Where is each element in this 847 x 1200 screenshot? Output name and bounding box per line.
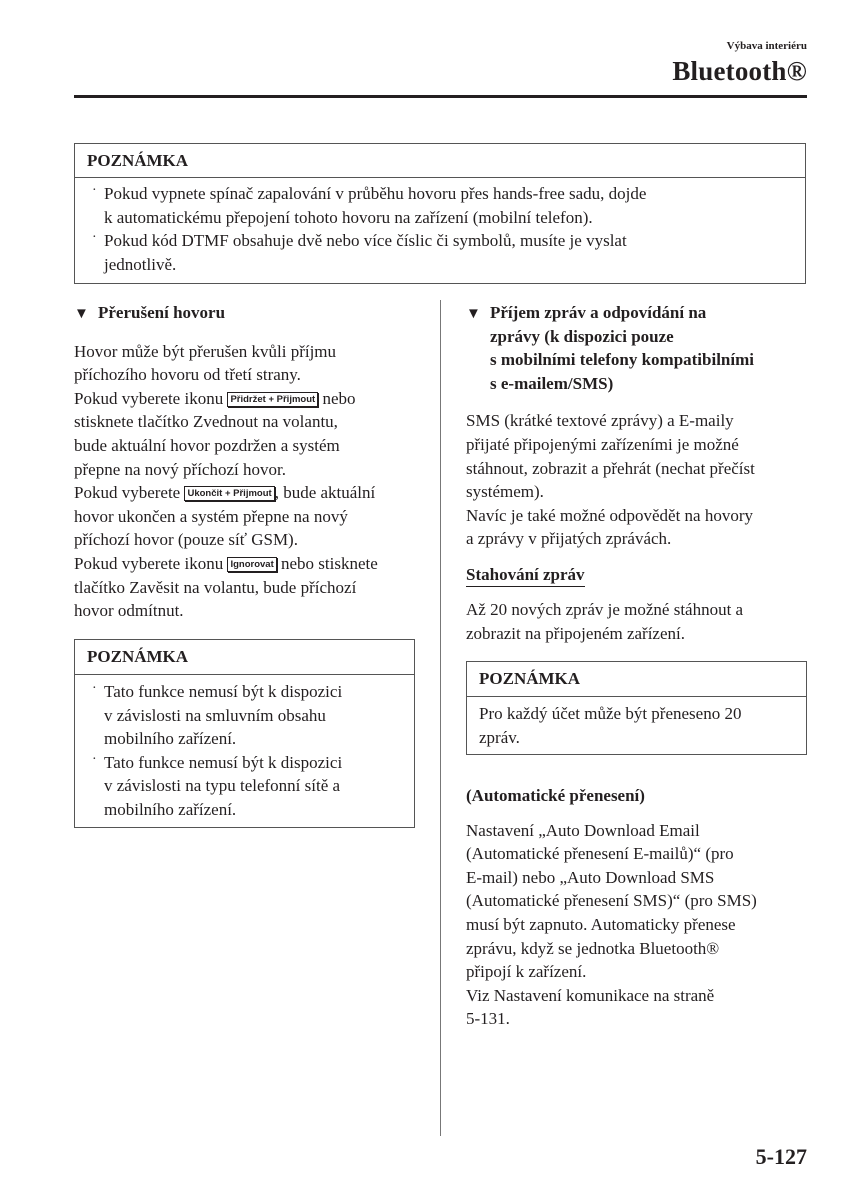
ignore-button-icon: Ignorovat <box>227 557 276 572</box>
text-line: Pokud vypnete spínač zapalování v průběhu hovoru přes hands-free sadu, dojde <box>104 184 647 203</box>
note-bullet <box>87 182 793 229</box>
text-line: zpráv. <box>479 727 520 747</box>
text-fragment: nebo stisknete <box>276 553 378 573</box>
note-bullet <box>87 751 402 822</box>
text-line <box>74 387 424 411</box>
text-line: hovor ukončen a systém přepne na nový <box>74 506 348 526</box>
text-fragment: , bude aktuální <box>274 483 376 503</box>
bullet-dot-icon: · <box>92 183 97 198</box>
text-fragment: nebo <box>318 388 356 408</box>
text-line: SMS (krátké textové zprávy) a E-maily <box>466 411 734 431</box>
text-line: jednotlivě. <box>104 254 177 274</box>
text-line: stisknete tlačítko Zvednout na volantu, <box>74 412 338 432</box>
section-heading-line: s e-mailem/SMS) <box>490 373 614 393</box>
text-line: systémem). <box>466 482 544 502</box>
subheading-auto-transfer: (Automatické přenesení) <box>466 786 645 805</box>
text-line: Až 20 nových zpráv je možné stáhnout a <box>466 599 744 619</box>
triangle-down-icon: ▼ <box>74 306 89 322</box>
section-heading-line: zprávy (k dispozici pouze <box>490 326 674 346</box>
text-line <box>74 552 424 576</box>
triangle-down-icon: ▼ <box>466 306 481 322</box>
left-column <box>74 301 424 623</box>
text-line: musí být zapnuto. Automaticky přenese <box>466 914 736 934</box>
page-number: 5-127 <box>755 1144 807 1169</box>
text-line: připojí k zařízení. <box>466 962 587 982</box>
text-line: v závislosti na smluvním obsahu <box>104 705 326 725</box>
text-line: E-mail) nebo „Auto Download SMS <box>466 867 715 887</box>
text-line: tlačítko Zavěsit na volantu, bude příchozí <box>74 577 357 597</box>
text-fragment: Pokud vyberete <box>74 483 185 503</box>
text-line: zprávu, když se jednotka Bluetooth® <box>466 938 720 958</box>
note-body <box>467 697 806 757</box>
column-divider <box>440 300 441 1136</box>
text-line: (Automatické přenesení SMS)“ (pro SMS) <box>466 891 757 911</box>
text-fragment: Pokud vyberete ikonu <box>74 553 228 573</box>
text-line: a zprávy v přijatých zprávách. <box>466 529 672 549</box>
end-accept-button-icon: Ukončit + Přijmout <box>184 486 274 501</box>
subheading-download: Stahování zpráv <box>466 564 585 587</box>
text-fragment: Pokud vyberete ikonu <box>74 388 228 408</box>
text-line: v závislosti na typu telefonní sítě a <box>104 776 341 795</box>
note-title: POZNÁMKA <box>75 640 414 675</box>
text-line: Hovor může být přerušen kvůli příjmu <box>74 341 337 361</box>
text-line: přijaté připojenými zařízeními je možné <box>466 434 739 454</box>
right-column-lower <box>466 784 811 1031</box>
note-title: POZNÁMKA <box>75 144 805 178</box>
section-title: Výbava interiéru <box>726 40 807 52</box>
text-line: Nastavení „Auto Download Email <box>466 820 700 840</box>
header-rule <box>74 95 807 98</box>
note-bullet <box>87 680 402 751</box>
text-line: mobilního zařízení. <box>104 799 237 819</box>
note-box-left <box>74 639 415 828</box>
text-line: příchozí hovor (pouze síť GSM). <box>74 530 298 550</box>
text-line: k automatickému přepojení tohoto hovoru na zařízení (mobilní telefon). <box>104 207 593 227</box>
text-line: Pokud kód DTMF obsahuje dvě nebo více číslic či symbolů, musíte je vyslat <box>104 231 627 250</box>
section-heading <box>466 301 811 395</box>
right-column <box>466 301 811 645</box>
page-title: Bluetooth® <box>672 56 807 86</box>
section-heading-line: Příjem zpráv a odpovídání na <box>490 303 707 322</box>
text-line: (Automatické přenesení E-mailů)“ (pro <box>466 844 734 864</box>
text-line: Navíc je také možné odpovědět na hovory <box>466 505 754 525</box>
note-box-right <box>466 661 807 755</box>
text-line: 5-131. <box>466 1009 510 1029</box>
text-line: přepne na nový příchozí hovor. <box>74 459 286 479</box>
section-heading-text: Přerušení hovoru <box>98 303 226 322</box>
text-line: bude aktuální hovor pozdržen a systém <box>74 435 340 455</box>
note-title: POZNÁMKA <box>467 662 806 697</box>
note-bullet <box>87 229 793 276</box>
note-box-top <box>74 143 806 284</box>
text-line: zobrazit na připojeném zařízení. <box>466 623 685 643</box>
bullet-dot-icon: · <box>92 230 97 245</box>
note-body <box>75 675 414 829</box>
bullet-dot-icon: · <box>92 681 97 696</box>
text-line: stáhnout, zobrazit a přehrát (nechat přečíst <box>466 458 755 478</box>
text-line: příchozího hovoru od třetí strany. <box>74 365 301 385</box>
hold-accept-button-icon: Přidržet + Přijmout <box>227 392 318 407</box>
text-line <box>74 481 424 505</box>
note-body <box>75 178 805 284</box>
section-heading <box>74 301 424 325</box>
section-heading-line: s mobilními telefony kompatibilními <box>490 350 754 370</box>
text-line: hovor odmítnut. <box>74 601 184 621</box>
text-line: Tato funkce nemusí být k dispozici <box>104 752 343 772</box>
text-line: mobilního zařízení. <box>104 729 237 748</box>
text-line: Pro každý účet může být přeneseno 20 <box>479 704 742 723</box>
text-line: Viz Nastavení komunikace na straně <box>466 985 715 1005</box>
bullet-dot-icon: · <box>92 751 97 767</box>
text-line: Tato funkce nemusí být k dispozici <box>104 682 343 701</box>
